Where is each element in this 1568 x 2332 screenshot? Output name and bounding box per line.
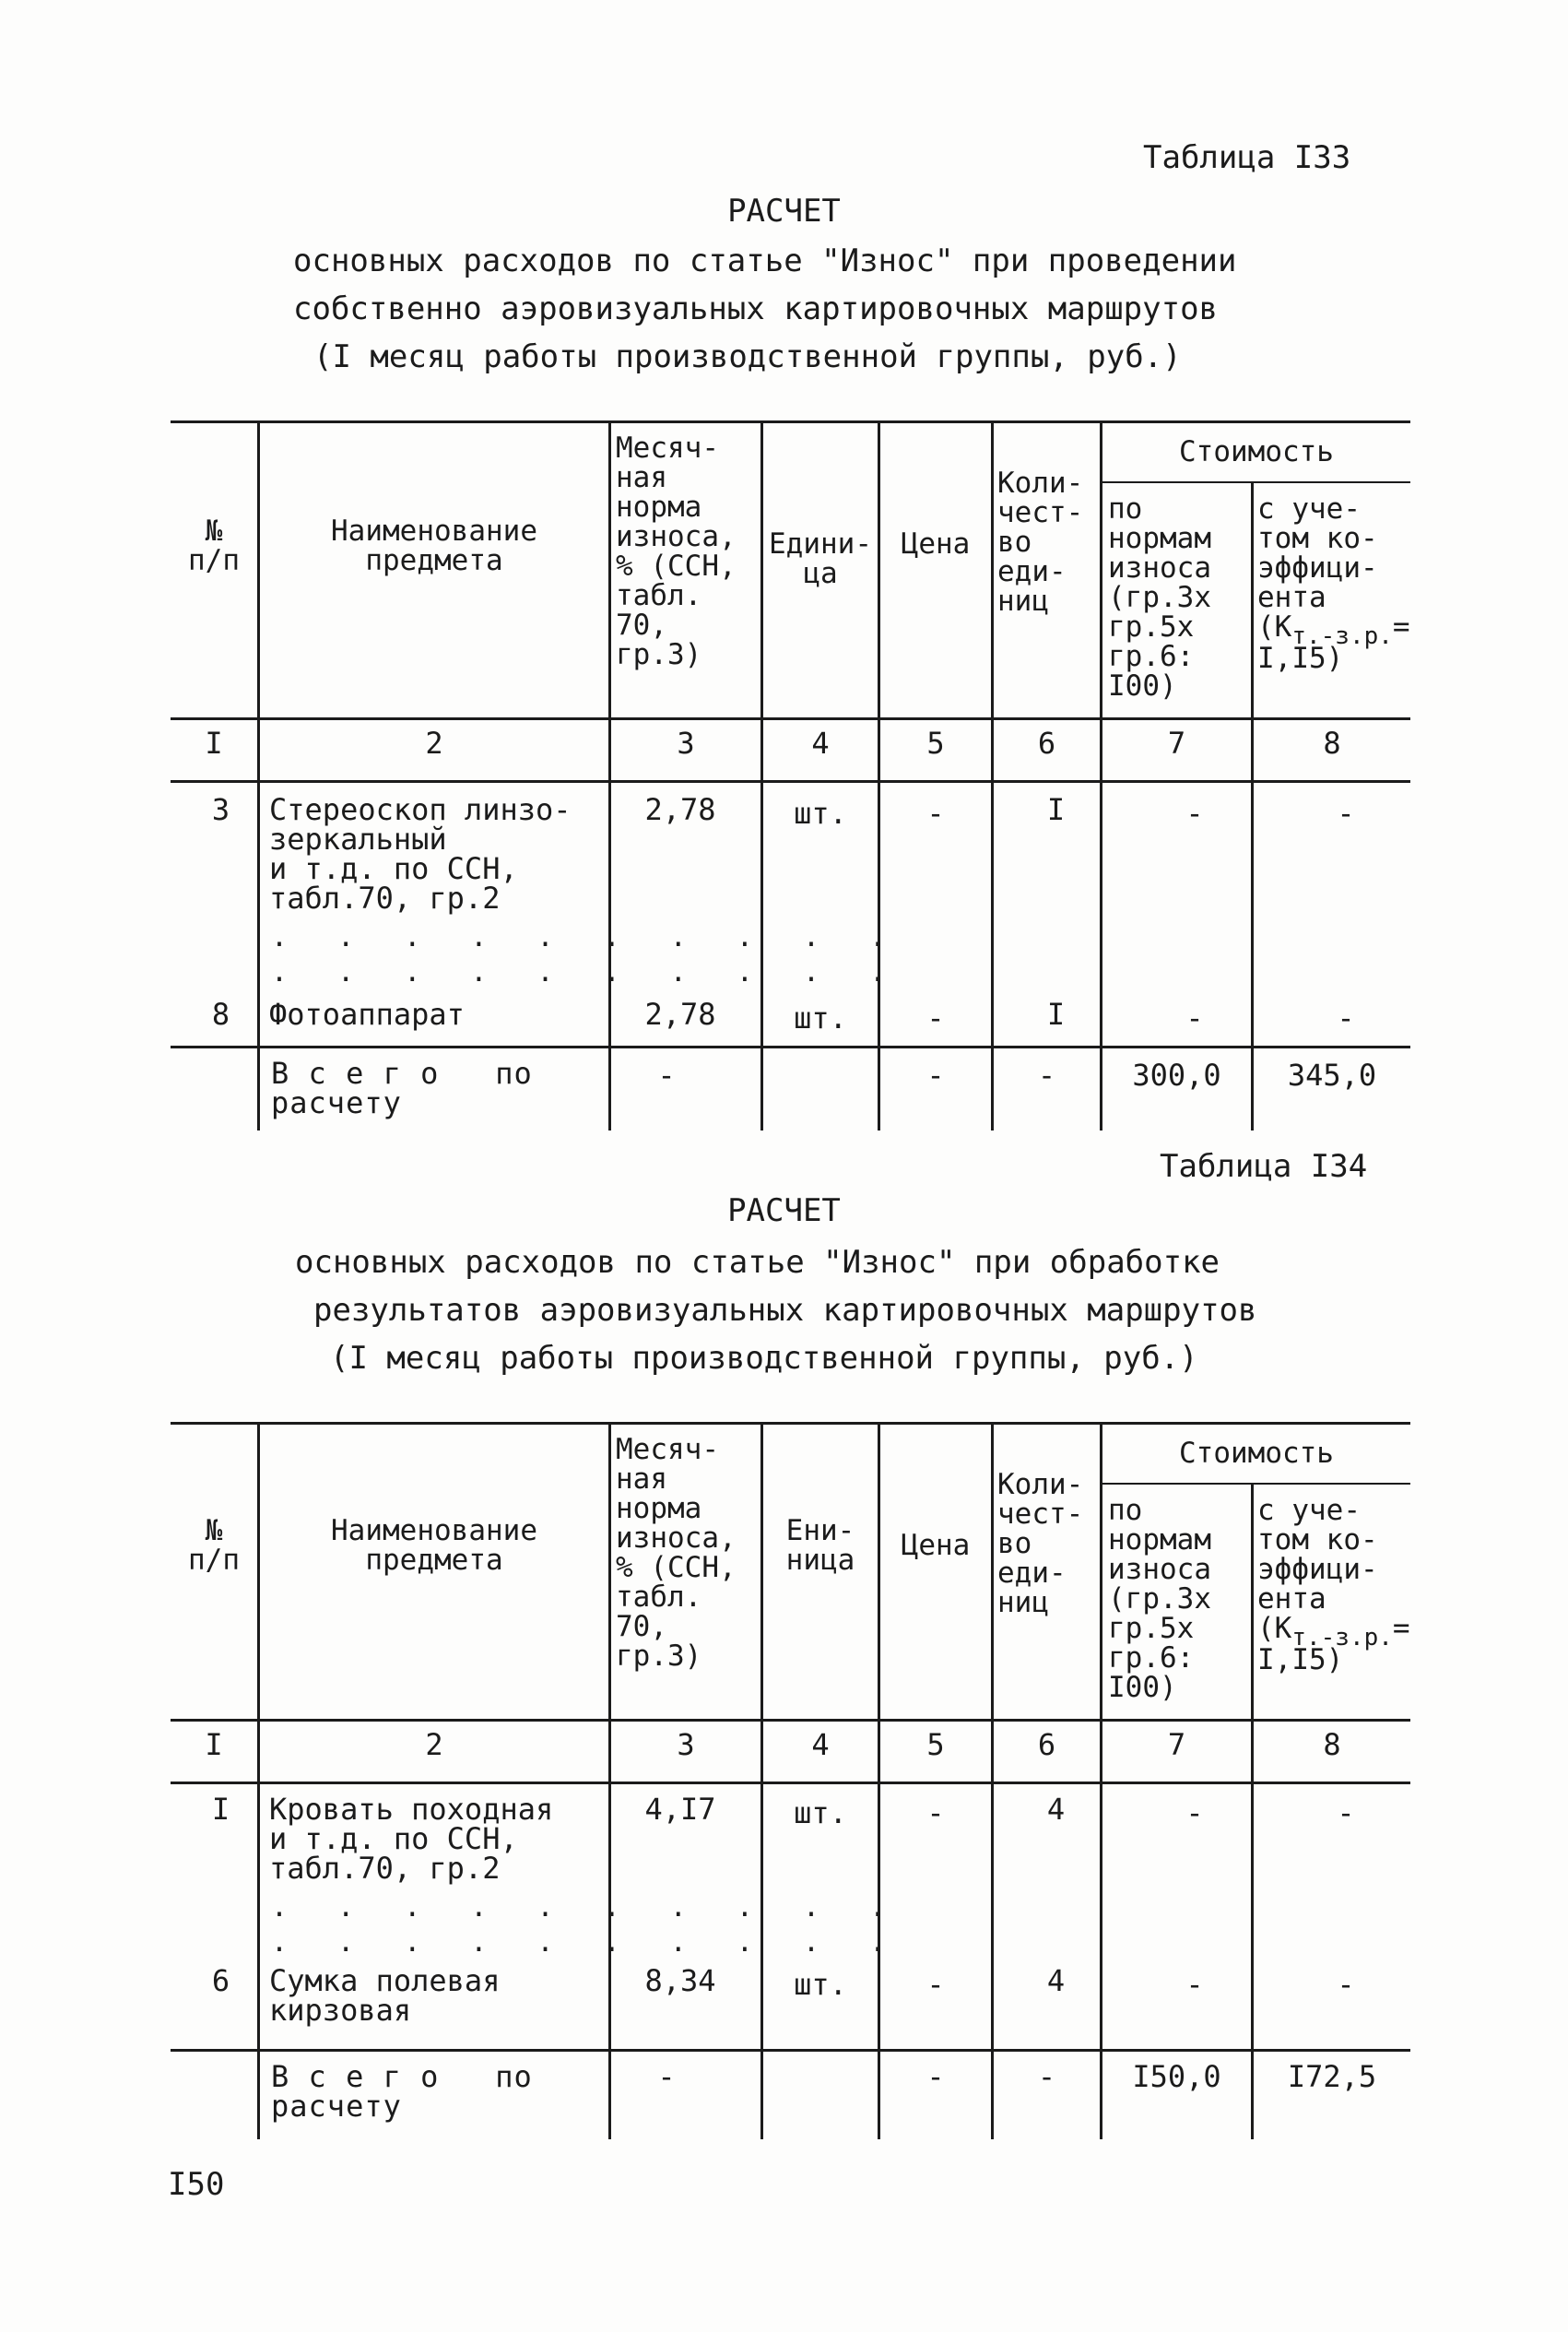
table-row-name: Стереоскоп линзо- зеркальный и т.д. по ССН, табл.70, гр.2 [269, 792, 572, 916]
table-label: Таблица I33 [1143, 139, 1351, 176]
column-number: 4 [811, 1727, 830, 1762]
table-total-norm: - [657, 2059, 676, 2094]
table-total-cost-coef: 345,0 [1287, 1058, 1377, 1093]
column-number: 2 [425, 1727, 443, 1762]
table-row-cost-norm: - [1185, 796, 1204, 831]
table-title: РАСЧЕТ [727, 193, 841, 230]
column-number: I [205, 1727, 223, 1762]
table-row-number: 8 [211, 997, 230, 1032]
ellipsis-row: . . . . . . . . . . [271, 1926, 903, 1959]
table-subtitle-line: собственно аэровизуальных картировочных маршрутов [293, 290, 1219, 327]
table-total-cost-norm: I50,0 [1132, 2059, 1221, 2094]
table-total-label: В с е г о по расчету [271, 2059, 533, 2124]
table-row-name: Сумка полевая кирзовая [269, 1963, 501, 2028]
table-row-price: - [926, 1000, 945, 1036]
header-quantity: Коли- чест- во еди- ниц [997, 467, 1084, 618]
table-row-number: 3 [211, 792, 230, 827]
table-total-cost-coef: I72,5 [1287, 2059, 1377, 2094]
table-row-price: - [926, 796, 945, 831]
ellipsis-row: . . . . . . . . . . [271, 1891, 903, 1924]
table-row-quantity: I [1046, 997, 1066, 1032]
table-row-norm: 4,I7 [644, 1792, 716, 1827]
table-total-price: - [926, 2059, 945, 2094]
column-number: 4 [811, 726, 830, 761]
table-row-cost-coef: - [1337, 1795, 1355, 1830]
table-total-quantity: - [1037, 1058, 1056, 1093]
header-price: Цена [901, 527, 971, 561]
header-name: Наименование предмета [331, 515, 537, 577]
header-name: Наименование предмета [331, 1514, 537, 1577]
table-row-price: - [926, 1795, 945, 1830]
column-number: 7 [1167, 1727, 1186, 1762]
table-row-quantity: 4 [1046, 1792, 1066, 1827]
ellipsis-row: . . . . . . . . . . [271, 921, 903, 953]
header-cost-norm: по нормам износа (гр.3х гр.5х гр.6: I00) [1108, 1494, 1211, 1704]
column-number: 8 [1323, 726, 1341, 761]
column-number: 2 [425, 726, 443, 761]
column-number: 5 [926, 1727, 945, 1762]
header-norm: Месяч- ная норма износа, % (ССН, табл. 70, гр.3) [616, 1433, 737, 1673]
table-row-norm: 8,34 [644, 1963, 716, 1998]
table-subtitle-line: результатов аэровизуальных картировочных маршрутов [313, 1292, 1257, 1329]
table-subtitle-line: (I месяц работы производственной группы, руб.) [313, 338, 1182, 375]
table-subtitle-line: основных расходов по статье "Износ" при обработке [295, 1244, 1220, 1281]
table-row-price: - [926, 1967, 945, 2002]
page-number: I50 [168, 2166, 225, 2203]
table-row-cost-norm: - [1185, 1795, 1204, 1830]
header-cost-norm: по нормам износа (гр.3х гр.5х гр.6: I00) [1108, 492, 1211, 703]
table-row-name: Фотоаппарат [269, 997, 465, 1032]
ellipsis-row: . . . . . . . . . . [271, 956, 903, 988]
table-row-cost-coef: - [1337, 1000, 1355, 1036]
table-row-cost-coef: - [1337, 1967, 1355, 2002]
column-number: 5 [926, 726, 945, 761]
column-number: 6 [1037, 726, 1056, 761]
table-row-quantity: 4 [1046, 1963, 1066, 1998]
table-row-number: I [211, 1792, 230, 1827]
column-number: 6 [1037, 1727, 1056, 1762]
header-unit: Едини- ца [769, 527, 872, 590]
header-quantity: Коли- чест- во еди- ниц [997, 1468, 1084, 1619]
header-unit: Ени- ница [785, 1514, 855, 1577]
table-row-unit: шт. [794, 1967, 847, 2002]
column-number: 3 [677, 1727, 695, 1762]
header-price: Цена [901, 1529, 971, 1562]
table-row-cost-norm: - [1185, 1967, 1204, 2002]
table-total-norm: - [657, 1058, 676, 1093]
table-subtitle-line: (I месяц работы производственной группы, руб.) [330, 1340, 1198, 1377]
table-row-number: 6 [211, 1963, 230, 1998]
table-title: РАСЧЕТ [727, 1192, 841, 1229]
table-row-quantity: I [1046, 792, 1066, 827]
header-cost-coef: с уче- том ко- эффици- ента ($К_{т.-з.р.}=$ I,I5) [1257, 1494, 1410, 1676]
table-row-cost-norm: - [1185, 1000, 1204, 1036]
table-row-unit: шт. [794, 796, 847, 831]
column-number: 3 [677, 726, 695, 761]
header-number: № п/п [188, 515, 240, 577]
table-row-norm: 2,78 [644, 792, 716, 827]
table-subtitle-line: основных расходов по статье "Износ" при проведении [293, 243, 1237, 279]
table-label: Таблица I34 [1160, 1148, 1368, 1185]
column-number: 7 [1167, 726, 1186, 761]
table-row-unit: шт. [794, 1795, 847, 1830]
header-cost: Стоимость [1179, 1437, 1334, 1470]
table-total-quantity: - [1037, 2059, 1056, 2094]
header-norm: Месяч- ная норма износа, % (ССН, табл. 70, гр.3) [616, 432, 737, 671]
table-row-norm: 2,78 [644, 997, 716, 1032]
table-total-label: В с е г о по расчету [271, 1056, 533, 1120]
header-number: № п/п [188, 1514, 240, 1577]
table-row-cost-coef: - [1337, 796, 1355, 831]
column-number: 8 [1323, 1727, 1341, 1762]
table-total-cost-norm: 300,0 [1132, 1058, 1221, 1093]
table-total-price: - [926, 1058, 945, 1093]
table-row-unit: шт. [794, 1000, 847, 1036]
header-cost: Стоимость [1179, 435, 1334, 468]
column-number: I [205, 726, 223, 761]
table-row-name: Кровать походная и т.д. по ССН, табл.70, гр.2 [269, 1792, 554, 1886]
header-cost-coef: с уче- том ко- эффици- ента ($К_{т.-з.р.}=$ I,I5) [1257, 492, 1410, 675]
